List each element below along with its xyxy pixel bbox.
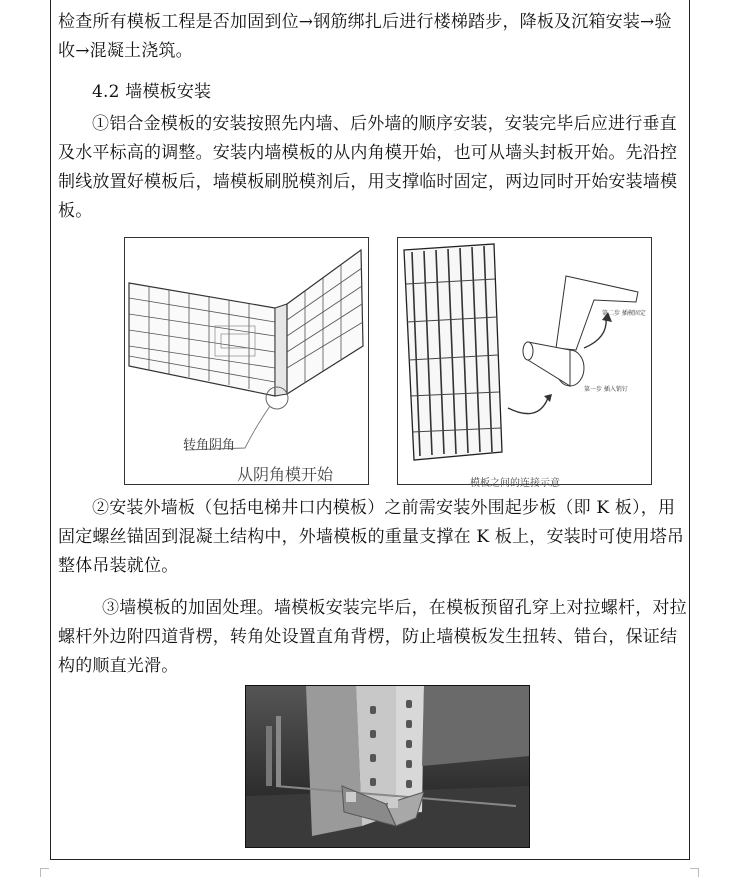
paragraph-1: 检查所有模板工程是否加固到位→钢筋绑扎后进行楼梯踏步，降板及沉箱安装→验收→混凝土浇筑。 <box>58 12 672 61</box>
section-heading: 4.2 墙模板安装 <box>92 82 212 102</box>
corner-mark-left <box>40 868 49 877</box>
paragraph-3: ②安装外墙板（包括电梯井口内模板）之前需安装外围起步板（即 K 板），用固定螺丝锚固到混凝土结构中，外墙模板的重量支撑在 K 板上，安装时可使用塔吊整体吊装就位。 <box>58 498 685 576</box>
panel-connection-drawing <box>398 238 651 484</box>
corner-formwork-drawing <box>125 238 368 484</box>
caption-left: 从阴角模开始 <box>237 465 334 484</box>
figure-corner-formwork <box>124 237 369 485</box>
corner-mark-right <box>690 868 699 877</box>
label-step2: 第二步 插楔固定 <box>602 310 646 317</box>
paragraph-4: ③墙模板的加固处理。墙模板安装完毕后，在模板预留孔穿上对拉螺杆，对拉螺杆外边附四道背楞，转角处设置直角背楞，防止墙模板发生扭转、错台，保证结构的顺直光滑。 <box>58 598 687 676</box>
label-step1: 第一步 插入销钉 <box>584 386 628 393</box>
paragraph-2: ①铝合金模板的安装按照先内墙、后外墙的顺序安装，安装完毕后应进行垂直及水平标高的调整。安装内墙模板的从内角模开始，也可从墙头封板开始。先沿控制线放置好模板后，墙模板刷脱模剂后，用支撑临时固定，两边同时开始安装墙模板。 <box>58 114 678 221</box>
photo-drawing <box>246 686 529 847</box>
label-corner: 转角阴角 <box>183 438 236 453</box>
figure-panel-connection <box>397 237 652 489</box>
caption-right: 模板之间的连接示意 <box>470 478 560 489</box>
photo-wall-formwork-reinforcement <box>245 685 530 848</box>
